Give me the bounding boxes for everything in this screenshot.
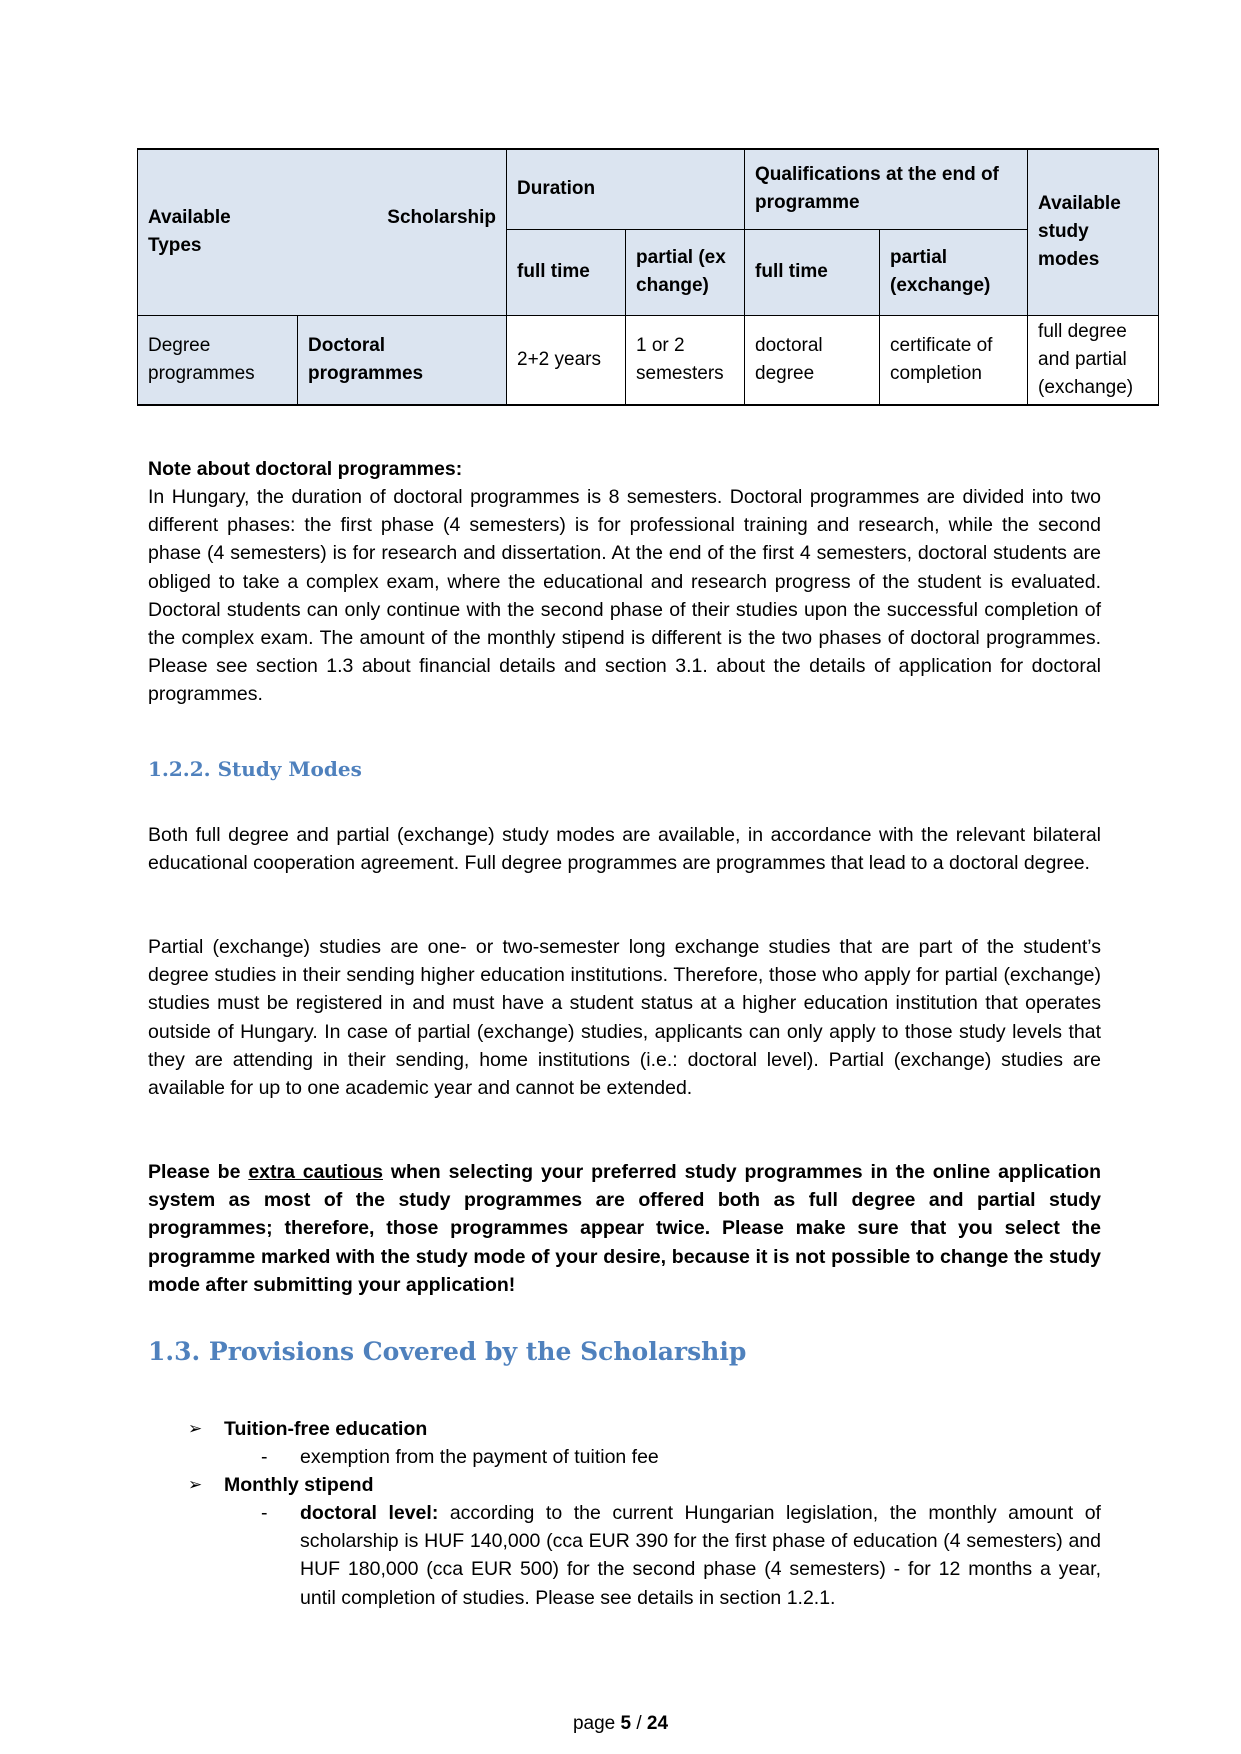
note-title: Note about doctoral programmes: — [148, 458, 463, 480]
cell-duration-partial: 1 or 2 semesters — [626, 315, 745, 405]
header-duration-full: full time — [507, 229, 626, 315]
table-header-row — [138, 149, 1159, 229]
bullet-label: Monthly stipend — [224, 1474, 374, 1496]
cell-category: Degree programmes — [138, 315, 298, 405]
header-types-line2: Types — [148, 235, 202, 257]
cell-qual-partial: certificate of completion — [880, 315, 1028, 405]
caution-emphasis: extra cautious — [248, 1161, 383, 1183]
table-row — [138, 315, 1159, 405]
study-modes-para-2: Partial (exchange) studies are one- or two-semester long exchange studies that are part of the student’s degree studies in their sending higher education institutions. Therefore, those who apply for partial (exchange) studies must be registered in and must have a student status at a higher education institution that operates outside of Hungary. In case of partial (exchange) studies, applicants can only apply to those study levels that they are attending in their sending, home institutions (i.e.: doctoral level). Partial (exchange) studies are available for up to one academic year and cannot be extended. — [148, 936, 1101, 1100]
cell-programme: Doctoral programmes — [298, 315, 507, 405]
dash-bullet-icon: - — [261, 1446, 268, 1468]
header-duration: Duration — [507, 149, 745, 229]
bullet-label: Tuition-free education — [224, 1418, 428, 1440]
dash-bullet-icon: - — [261, 1502, 268, 1524]
sub-list-item — [0, 1443, 1241, 1473]
arrow-bullet-icon: ➢ — [188, 1419, 203, 1438]
header-types-left: Available — [148, 207, 231, 229]
header-study-modes: Available study modes — [1028, 149, 1159, 315]
note-body: In Hungary, the duration of doctoral programmes is 8 semesters. Doctoral programmes are divided into two different phases: the first phase (4 semesters) is for professional training and research, while the second phase (4 semesters) is for research and dissertation. At the end of the first 4 semesters, doctoral students are obliged to take a complex exam, where the educational and research progress of the student is evaluated. Doctoral students can only continue with the second phase of their studies upon the successful completion of the complex exam. The amount of the monthly stipend is different is the two phases of doctoral programmes. Please see section 1.3 about financial details and section 3.1. about the details of application for doctoral programmes. — [148, 486, 1101, 706]
header-qual-partial: partial (exchange) — [880, 229, 1028, 315]
study-modes-para-1: Both full degree and partial (exchange) study modes are available, in accordance with the relevant bilateral educational cooperation agreement. Full degree programmes are programmes that lead to a doctoral degree. — [148, 824, 1101, 875]
cell-modes: full degree and partial (exchange) — [1028, 315, 1159, 405]
header-duration-partial: partial (exchange) — [626, 229, 745, 315]
scholarship-types-table — [137, 148, 1159, 406]
list-item — [0, 1415, 1241, 1445]
header-types-right: Scholarship — [387, 207, 497, 229]
arrow-bullet-icon: ➢ — [188, 1475, 203, 1494]
page-number: page 5 / 24 — [572, 1713, 669, 1734]
sub-item-text: exemption from the payment of tuition fee — [300, 1446, 659, 1468]
sub-list-item — [0, 1499, 1241, 1619]
list-item — [0, 1471, 1241, 1501]
caution-notice: Please be extra cautious when selecting your preferred study programmes in the online application system as most of the study programmes are offered both as full degree and partial study programmes; therefore, those programmes appear twice. Please make sure that you select the programme marked with the study mode of your desire, because it is not possible to change the study mode after submitting your application! — [148, 1161, 1101, 1296]
cell-qual-full: doctoral degree — [745, 315, 880, 405]
section-heading-study-modes: 1.2.2. Study Modes — [148, 757, 362, 781]
header-qualifications: Qualifications at the end of programme — [745, 149, 1028, 229]
sub-item-text: doctoral level: according to the current Hungarian legislation, the monthly amount of scholarship is HUF 140,000 (cca EUR 390 for the first phase of education (4 semesters) and HUF 180,000 (cca EUR 500) for the second phase (4 semesters) - for 12 months a year, until completion of studies. Please see details in section 1.2.1. — [300, 1502, 1101, 1609]
cell-duration-full: 2+2 years — [507, 315, 626, 405]
section-heading-provisions: 1.3. Provisions Covered by the Scholarship — [148, 1337, 747, 1366]
header-qual-full: full time — [745, 229, 880, 315]
header-scholarship-types — [138, 149, 507, 315]
